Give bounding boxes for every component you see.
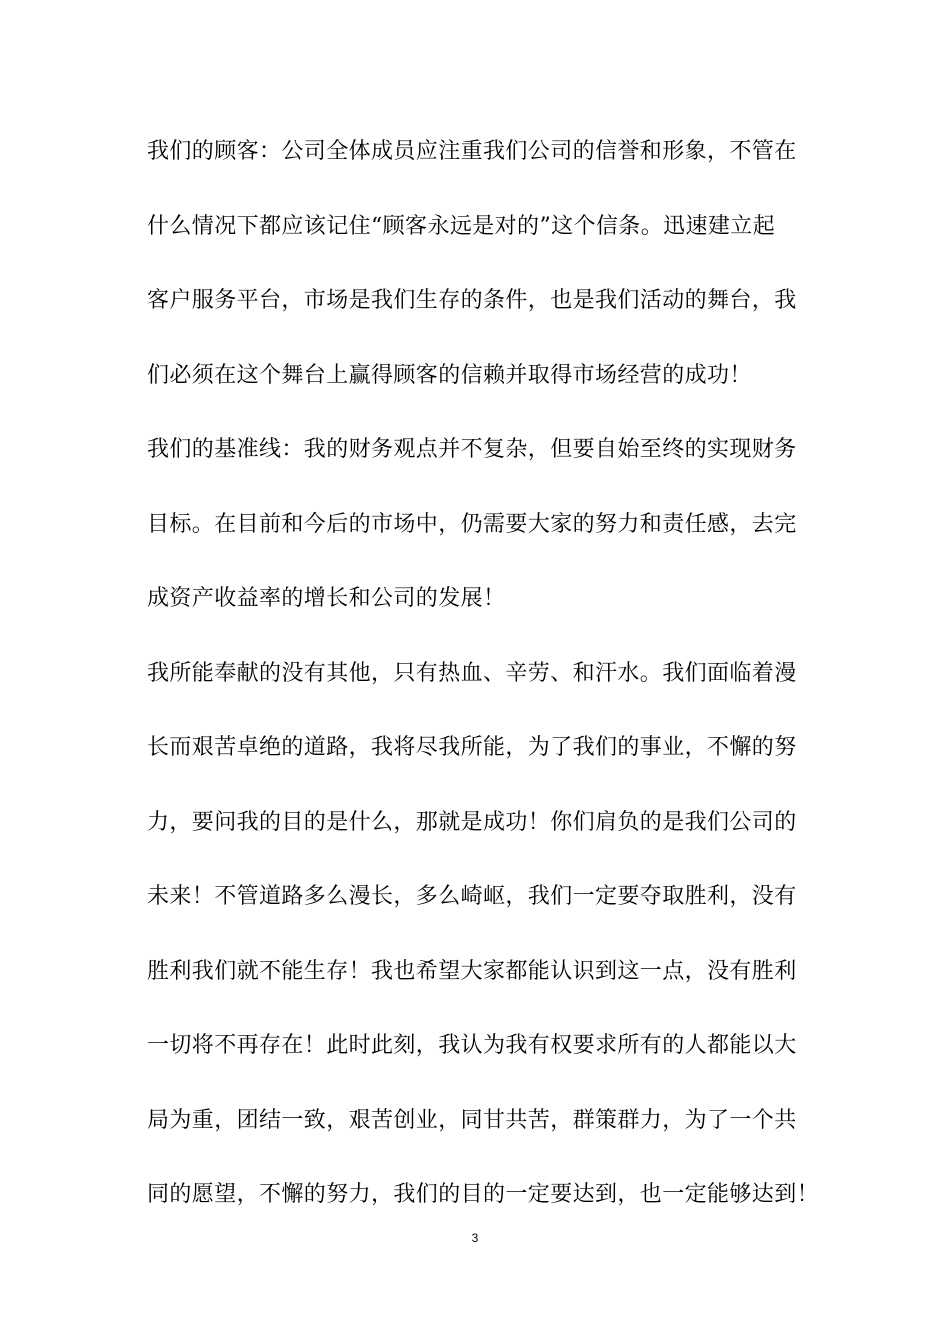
text-line-2: 什么情况下都应该记住“顾客永远是对的”这个信条。迅速建立起 — [147, 213, 776, 239]
text-line-12: 胜利我们就不能生存！我也希望大家都能认识到这一点，没有胜利 — [147, 958, 797, 984]
text-line-15: 同的愿望，不懈的努力，我们的目的一定要达到，也一定能够达到！ — [147, 1182, 820, 1207]
text-line-3: 客户服务平台，市场是我们生存的条件，也是我们活动的舞台，我 — [147, 288, 797, 313]
text-line-4: 们必须在这个舞台上赢得顾客的信赖并取得市场经营的成功！ — [147, 362, 752, 388]
text-line-14: 局为重，团结一致，艰苦创业，同甘共苦，群策群力，为了一个共 — [147, 1107, 797, 1133]
text-line-7: 成资产收益率的增长和公司的发展！ — [147, 586, 506, 611]
body-text — [147, 130, 820, 1248]
text-line-8: 我所能奉献的没有其他，只有热血、辛劳、和汗水。我们面临着漫 — [147, 660, 797, 686]
page-number: 3 — [471, 1231, 479, 1245]
text-line-9: 长而艰苦卓绝的道路，我将尽我所能，为了我们的事业，不懈的努 — [147, 735, 797, 760]
text-line-10: 力，要问我的目的是什么，那就是成功！你们肩负的是我们公司的 — [147, 809, 797, 835]
text-line-6: 目标。在目前和今后的市场中，仍需要大家的努力和责任感，去完 — [147, 511, 797, 537]
text-line-13: 一切将不再存在！此时此刻，我认为我有权要求所有的人都能以大 — [147, 1033, 797, 1058]
text-line-11: 未来！不管道路多么漫长，多么崎岖，我们一定要夺取胜利，没有 — [147, 884, 797, 909]
text-line-5: 我们的基准线：我的财务观点并不复杂，但要自始至终的实现财务 — [147, 437, 797, 462]
text-line-1: 我们的顾客：公司全体成员应注重我们公司的信誉和形象，不管在 — [147, 139, 797, 164]
